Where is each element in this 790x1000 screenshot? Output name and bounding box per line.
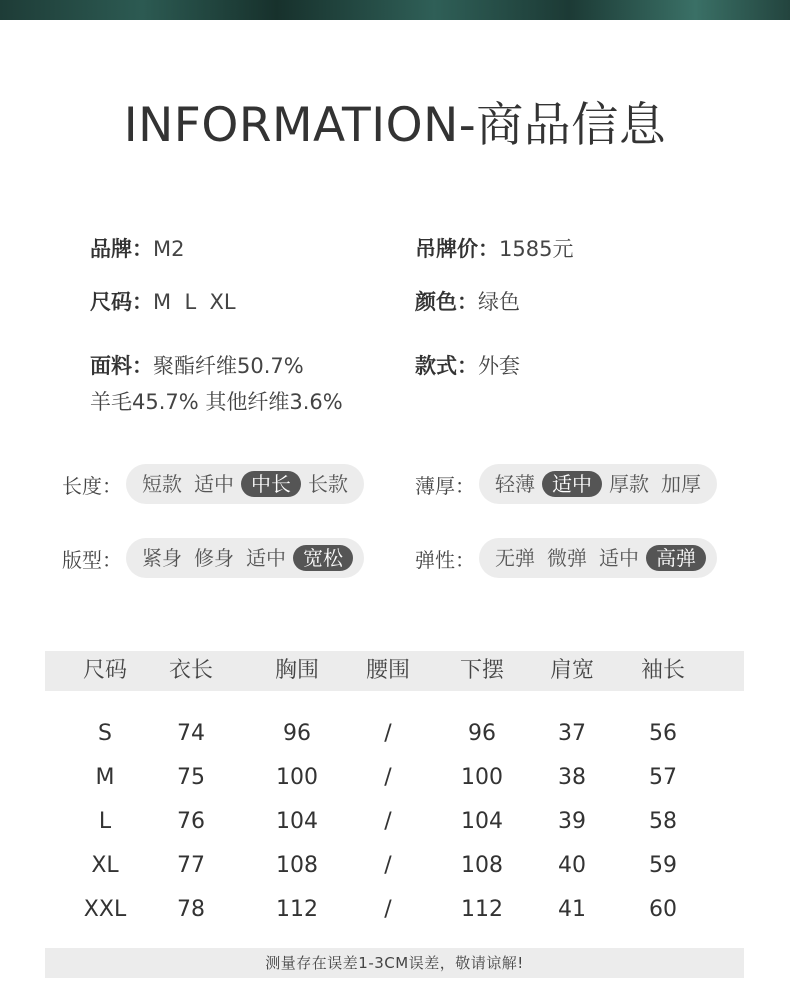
attr-fit [62,538,364,578]
attr-option-selected: 适中 [542,471,602,497]
table-cell: 100 [276,765,318,790]
attr-option: 加厚 [661,472,701,496]
table-cell: / [384,853,392,878]
attr-thickness [415,464,717,504]
table-cell: XL [91,853,119,878]
attr-option: 适中 [194,472,234,496]
size-table-header-cell: 袖长 [640,658,685,683]
price-label: 吊牌价： [415,237,499,261]
size-value: M L XL [153,290,236,314]
attr-option: 紧身 [142,546,182,570]
table-cell: 100 [461,765,503,790]
attr-option: 无弹 [495,546,535,570]
attr-length [62,464,364,504]
table-row [45,849,744,883]
table-row [45,717,744,751]
brand-value: M2 [153,237,185,261]
attr-fit-options [126,538,364,578]
table-cell: / [384,721,392,746]
table-cell: 37 [558,721,586,746]
size-table-header-cell: 胸围 [274,658,319,683]
table-cell: 75 [177,765,205,790]
page-title: INFORMATION-商品信息 [123,98,667,153]
attr-length-label: 长度： [62,473,122,498]
attr-option: 长款 [308,472,348,496]
attr-thickness-options [479,464,717,504]
attr-option: 轻薄 [495,472,535,496]
table-cell: 58 [649,809,677,834]
size-label: 尺码： [90,290,153,314]
table-cell: 40 [558,853,586,878]
table-cell: 41 [558,897,586,922]
table-row [45,761,744,795]
table-cell: 96 [283,721,311,746]
table-cell: L [98,809,112,834]
color-info [415,286,520,316]
table-cell: 59 [649,853,677,878]
price-value: 1585元 [499,237,574,261]
table-cell: 38 [558,765,586,790]
size-table-header-cell: 衣长 [168,658,213,683]
attr-fit-label: 版型： [62,547,122,572]
style-value: 外套 [478,354,520,378]
table-cell: 104 [276,809,318,834]
material-value: 聚酯纤维50.7% [153,354,304,378]
attr-option: 适中 [246,546,286,570]
attr-option: 厚款 [609,472,649,496]
size-info [90,286,236,316]
style-label: 款式： [415,354,478,378]
attr-length-options [126,464,364,504]
table-row [45,805,744,839]
material-info [90,350,304,380]
table-cell: 78 [177,897,205,922]
material-value-line2: 羊毛45.7% 其他纤维3.6% [90,390,343,414]
table-cell: 56 [649,721,677,746]
size-table-header [45,651,744,691]
table-cell: 60 [649,897,677,922]
table-cell: 104 [461,809,503,834]
table-cell: XXL [83,897,127,922]
attr-option-selected: 中长 [241,471,301,497]
color-label: 颜色： [415,290,478,314]
table-cell: 96 [468,721,496,746]
size-table-header-cell: 腰围 [365,658,410,683]
table-cell: 112 [276,897,318,922]
attr-thickness-label: 薄厚： [415,473,475,498]
banner-image-strip [0,0,790,20]
color-value: 绿色 [478,290,520,314]
attr-option: 微弹 [547,546,587,570]
attr-option-selected: 宽松 [293,545,353,571]
attr-option: 修身 [194,546,234,570]
table-cell: / [384,765,392,790]
size-table-header-cell: 下摆 [459,658,504,683]
table-cell: 108 [461,853,503,878]
table-cell: 74 [177,721,205,746]
table-cell: S [98,721,112,746]
material-label: 面料： [90,354,153,378]
size-table-header-cell: 尺码 [82,658,127,683]
table-cell: 112 [461,897,503,922]
size-table-header-cell: 肩宽 [549,658,594,683]
table-cell: 39 [558,809,586,834]
table-cell: / [384,897,392,922]
table-cell: 76 [177,809,205,834]
attr-elasticity-options [479,538,717,578]
table-cell: 108 [276,853,318,878]
table-cell: / [384,809,392,834]
attr-option: 适中 [599,546,639,570]
table-cell: 57 [649,765,677,790]
attr-option-selected: 高弹 [646,545,706,571]
measurement-note: 测量存在误差1-3CM误差，敬请谅解! [45,948,744,978]
table-cell: 77 [177,853,205,878]
price-info [415,233,573,263]
attr-option: 短款 [142,472,182,496]
table-row [45,893,744,927]
table-cell: M [95,765,115,790]
brand-info [90,233,184,263]
attr-elasticity [415,538,717,578]
style-info [415,350,520,380]
attr-elasticity-label: 弹性： [415,547,475,572]
brand-label: 品牌： [90,237,153,261]
